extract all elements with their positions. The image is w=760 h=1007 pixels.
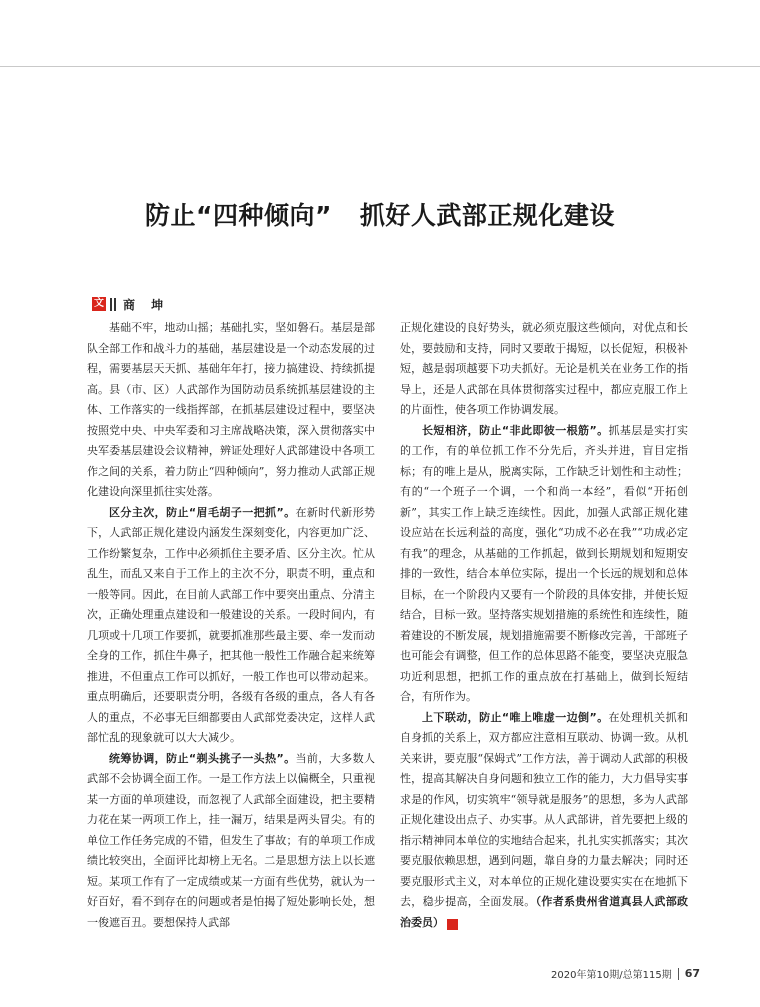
section-text: 在新时代新形势下，人武部正规化建设内涵发生深刻变化，内容更加广泛、工作纷繁复杂，工作中必须抓住主要矛盾、区分主次。忙从乱生，而乱又来自于工作上的主次不分，职责不明，重点和一般等同。因此，在目前人武部工作中要突出重点、分清主次，正确处理重点建设和一般建设的关系。一段时间内，有几项或十几项工作要抓，就要抓准那些最主要、牵一发而动全身的工作，抓住牛鼻子，把其他一般性工作融合起来统筹推进，不但重点工作可以抓好，一般工作也可以带动起来。重点明确后，还要职责分明，各级有各级的重点，各人有各人的重点，不必事无巨细都要由人武部党委决定，这样人武部忙乱的现象就可以大大减少。 bbox=[87, 505, 376, 744]
paragraph-section-2 bbox=[87, 749, 375, 934]
section-heading: 长短相济，防止“非此即彼一根筋”。 bbox=[422, 423, 609, 437]
author-note: （作者系贵州省道真县人武部政治委员） bbox=[400, 895, 689, 929]
header-rule bbox=[0, 66, 760, 67]
footer-divider bbox=[678, 968, 679, 980]
paragraph-section-4 bbox=[400, 708, 688, 934]
article-title bbox=[0, 196, 760, 232]
author-name: 商 坤 bbox=[123, 297, 170, 312]
paragraph-section-1 bbox=[87, 503, 375, 749]
divider-bar bbox=[110, 298, 112, 311]
end-mark-icon: G bbox=[447, 919, 458, 930]
section-heading: 统筹协调，防止“剃头挑子一头热”。 bbox=[109, 751, 296, 765]
right-column bbox=[400, 318, 688, 933]
section-heading: 上下联动，防止“唯上唯虚一边倒”。 bbox=[422, 710, 609, 724]
section-heading: 区分主次，防止“眉毛胡子一把抓”。 bbox=[109, 505, 296, 519]
paragraph-continuation: 正规化建设的良好势头，就必须克服这些倾向，对优点和长处，要鼓励和支持，同时又要敢于揭短，以长促短，积极补短，越是弱项越要下功夫抓好。无论是机关在业务工作的指导上，还是人武部在具体贯彻落实过程中，都应克服工作上的片面性，使各项工作协调发展。 bbox=[400, 321, 688, 416]
section-text: 抓基层是实打实的工作，有的单位抓工作不分先后，齐头并进，盲目定指标；有的唯上是从，脱离实际，工作缺乏计划性和主动性；有的“一个班子一个调，一个和尚一本经”，看似“开拓创新”，其实工作上缺乏连续性。因此，加强人武部正规化建设应站在长远利益的高度，强化“功成不必在我”“功成必定有我”的理念，从基础的工作抓起，做到长期规划和短期安排的一致性，结合本单位实际，提出一个长远的规划和总体目标，在一个阶段内又要有一个阶段的具体安排，并使长短结合，目标一致。坚持落实规划措施的系统性和连续性，随着建设的不断发展，规划措施需要不断修改完善，干部班子也可能会有调整，但工作的总体思路不能变，要坚决克服急功近利思想，把抓工作的重点放在打基础上，做到长短结合，有所作为。 bbox=[400, 423, 689, 703]
title-part-2: 抓好人武部正规化建设 bbox=[359, 201, 615, 230]
divider-bar bbox=[114, 298, 116, 311]
section-text: 当前，大多数人武部不会协调全面工作。一是工作方法上以偏概全，只重视某一方面的单项建设，而忽视了人武部全面建设，把主要精力花在某一两项工作上，挂一漏万，结果是两头冒尖。有的单位工作任务完成的不错，但发生了事故；有的单项工作成绩比较突出，全面评比却榜上无名。二是思想方法上以长遮短。某项工作有了一定成绩或某一方面有些优势，就认为一好百好，看不到存在的问题或者是怕揭了短处影响长处，想一俊遮百丑。要想保持人武部 bbox=[87, 751, 376, 929]
section-text: 在处理机关抓和自身抓的关系上，双方都应注意相互联动、协调一致。从机关来讲，要克服“保姆式”工作方法，善于调动人武部的积极性，提高其解决自身问题和独立工作的能力，大力倡导实事求是的作风，切实筑牢“领导就是服务”的思想，多为人武部正规化建设出点子、办实事。从人武部讲，首先要把上级的指示精神同本单位的实地结合起来，扎扎实实抓落实；其次要克服依赖思想，遇到问题，靠自身的力量去解决；同时还要克服形式主义，对本单位的正规化建设要实实在在地抓下去，稳步提高，全面发展。 bbox=[400, 710, 689, 908]
paragraph-intro: 基础不牢，地动山摇；基础扎实，坚如磐石。基层是部队全部工作和战斗力的基础，基层建设是一个动态发展的过程，需要基层天天抓、基础年年打，接力搞建设、持续抓提高。县（市、区）人武部作为国防动员系统抓基层建设的主体、工作落实的一线指挥部，在抓基层建设过程中，要坚决按照党中央、中央军委和习主席战略决策，深入贯彻落实中央军委基层建设会议精神，辨证处理好人武部建设中各项工作之间的关系，着力防止“四种倾向”，努力推动人武部正规化建设向深里抓往实处落。 bbox=[87, 321, 375, 498]
title-part-1: 防止“四种倾向” bbox=[145, 201, 332, 230]
left-column bbox=[87, 318, 375, 933]
page-footer bbox=[551, 966, 700, 981]
issue-info: 2020年第10期/总第115期 bbox=[551, 970, 672, 981]
paragraph-section-3 bbox=[400, 421, 688, 708]
byline bbox=[92, 296, 169, 312]
byline-badge: 文 bbox=[94, 298, 104, 309]
page-number: 67 bbox=[684, 967, 700, 980]
